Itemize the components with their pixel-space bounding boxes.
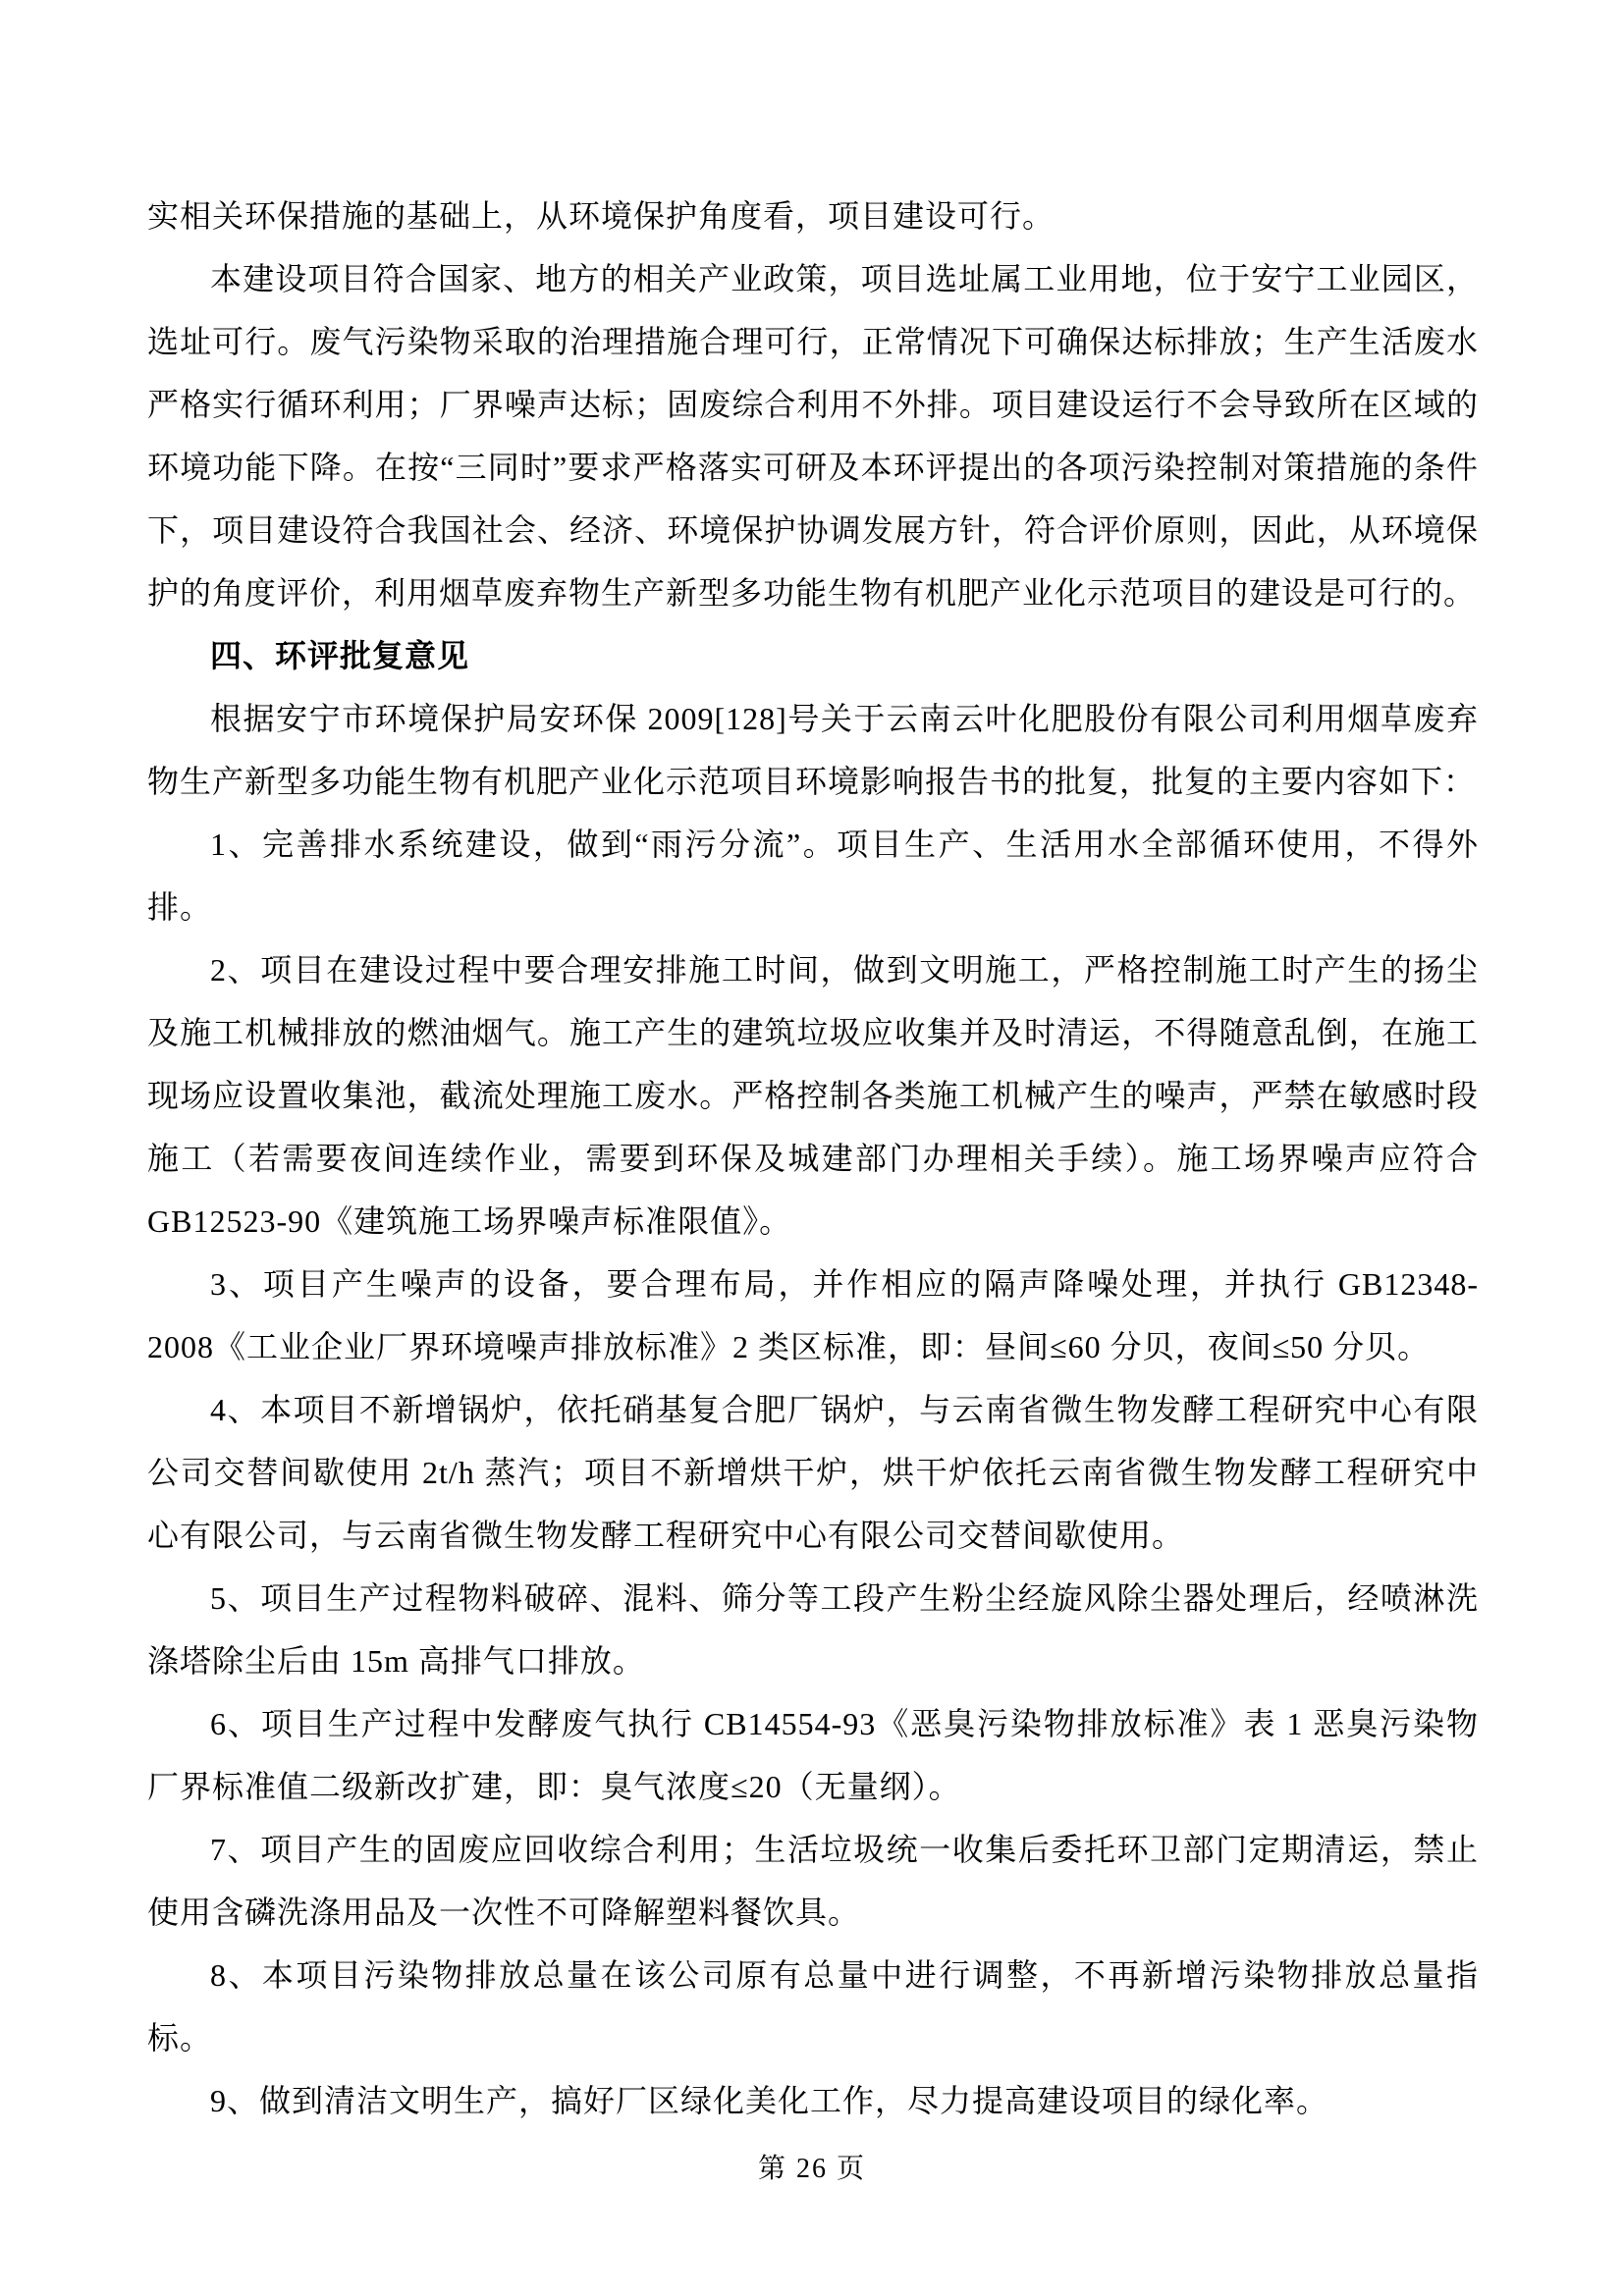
approval-item-1: 1、完善排水系统建设，做到“雨污分流”。项目生产、生活用水全部循环使用，不得外排。 <box>147 827 1479 925</box>
approval-item-2: 2、项目在建设过程中要合理安排施工时间，做到文明施工，严格控制施工时产生的扬尘及施工机械排放的燃油烟气。施工产生的建筑垃圾应收集并及时清运，不得随意乱倒，在施工现场应设置收集池，截流处理施工废水。严格控制各类施工机械产生的噪声，严禁在敏感时段施工（若需要夜间连续作业，需要到环保及城建部门办理相关手续）。施工场界噪声应符合GB12523-90《建筑施工场界噪声标准限值》。 <box>147 952 1479 1239</box>
approval-item-5: 5、项目生产过程物料破碎、混料、筛分等工段产生粉尘经旋风除尘器处理后，经喷淋洗涤塔除尘后由 15m 高排气口排放。 <box>147 1580 1479 1679</box>
approval-item-4: 4、本项目不新增锅炉，依托硝基复合肥厂锅炉，与云南省微生物发酵工程研究中心有限公司交替间歇使用 2t/h 蒸汽；项目不新增烘干炉，烘干炉依托云南省微生物发酵工程研究中心有限公司，与云南省微生物发酵工程研究中心有限公司交替间歇使用。 <box>147 1392 1479 1553</box>
document-body <box>147 185 1479 2132</box>
page-number: 第 26 页 <box>757 2154 866 2184</box>
paragraph-approval-basis: 根据安宁市环境保护局安环保 2009[128]号关于云南云叶化肥股份有限公司利用烟草废弃物生产新型多功能生物有机肥产业化示范项目环境影响报告书的批复，批复的主要内容如下： <box>147 701 1479 799</box>
approval-item-7: 7、项目产生的固废应回收综合利用；生活垃圾统一收集后委托环卫部门定期清运，禁止使用含磷洗涤用品及一次性不可降解塑料餐饮具。 <box>147 1832 1479 1930</box>
approval-item-6: 6、项目生产过程中发酵废气执行 CB14554-93《恶臭污染物排放标准》表 1 恶臭污染物厂界标准值二级新改扩建，即：臭气浓度≤20（无量纲）。 <box>147 1706 1479 1804</box>
approval-item-8: 8、本项目污染物排放总量在该公司原有总量中进行调整，不再新增污染物排放总量指标。 <box>147 1957 1479 2056</box>
section-heading-approval: 四、环评批复意见 <box>210 638 470 673</box>
paragraph-overview: 本建设项目符合国家、地方的相关产业政策，项目选址属工业用地，位于安宁工业园区，选址可行。废气污染物采取的治理措施合理可行，正常情况下可确保达标排放；生产生活废水严格实行循环利用；厂界噪声达标；固废综合利用不外排。项目建设运行不会导致所在区域的环境功能下降。在按“三同时”要求严格落实可研及本环评提出的各项污染控制对策措施的条件下，项目建设符合我国社会、经济、环境保护协调发展方针，符合评价原则，因此，从环境保护的角度评价，利用烟草废弃物生产新型多功能生物有机肥产业化示范项目的建设是可行的。 <box>147 261 1479 611</box>
approval-item-3: 3、项目产生噪声的设备，要合理布局，并作相应的隔声降噪处理，并执行 GB12348-2008《工业企业厂界环境噪声排放标准》2 类区标准，即：昼间≤60 分贝，夜间≤50 分贝。 <box>147 1266 1479 1364</box>
paragraph-continuation: 实相关环保措施的基础上，从环境保护角度看，项目建设可行。 <box>147 198 1056 234</box>
approval-item-9: 9、做到清洁文明生产，搞好厂区绿化美化工作，尽力提高建设项目的绿化率。 <box>210 2083 1329 2118</box>
